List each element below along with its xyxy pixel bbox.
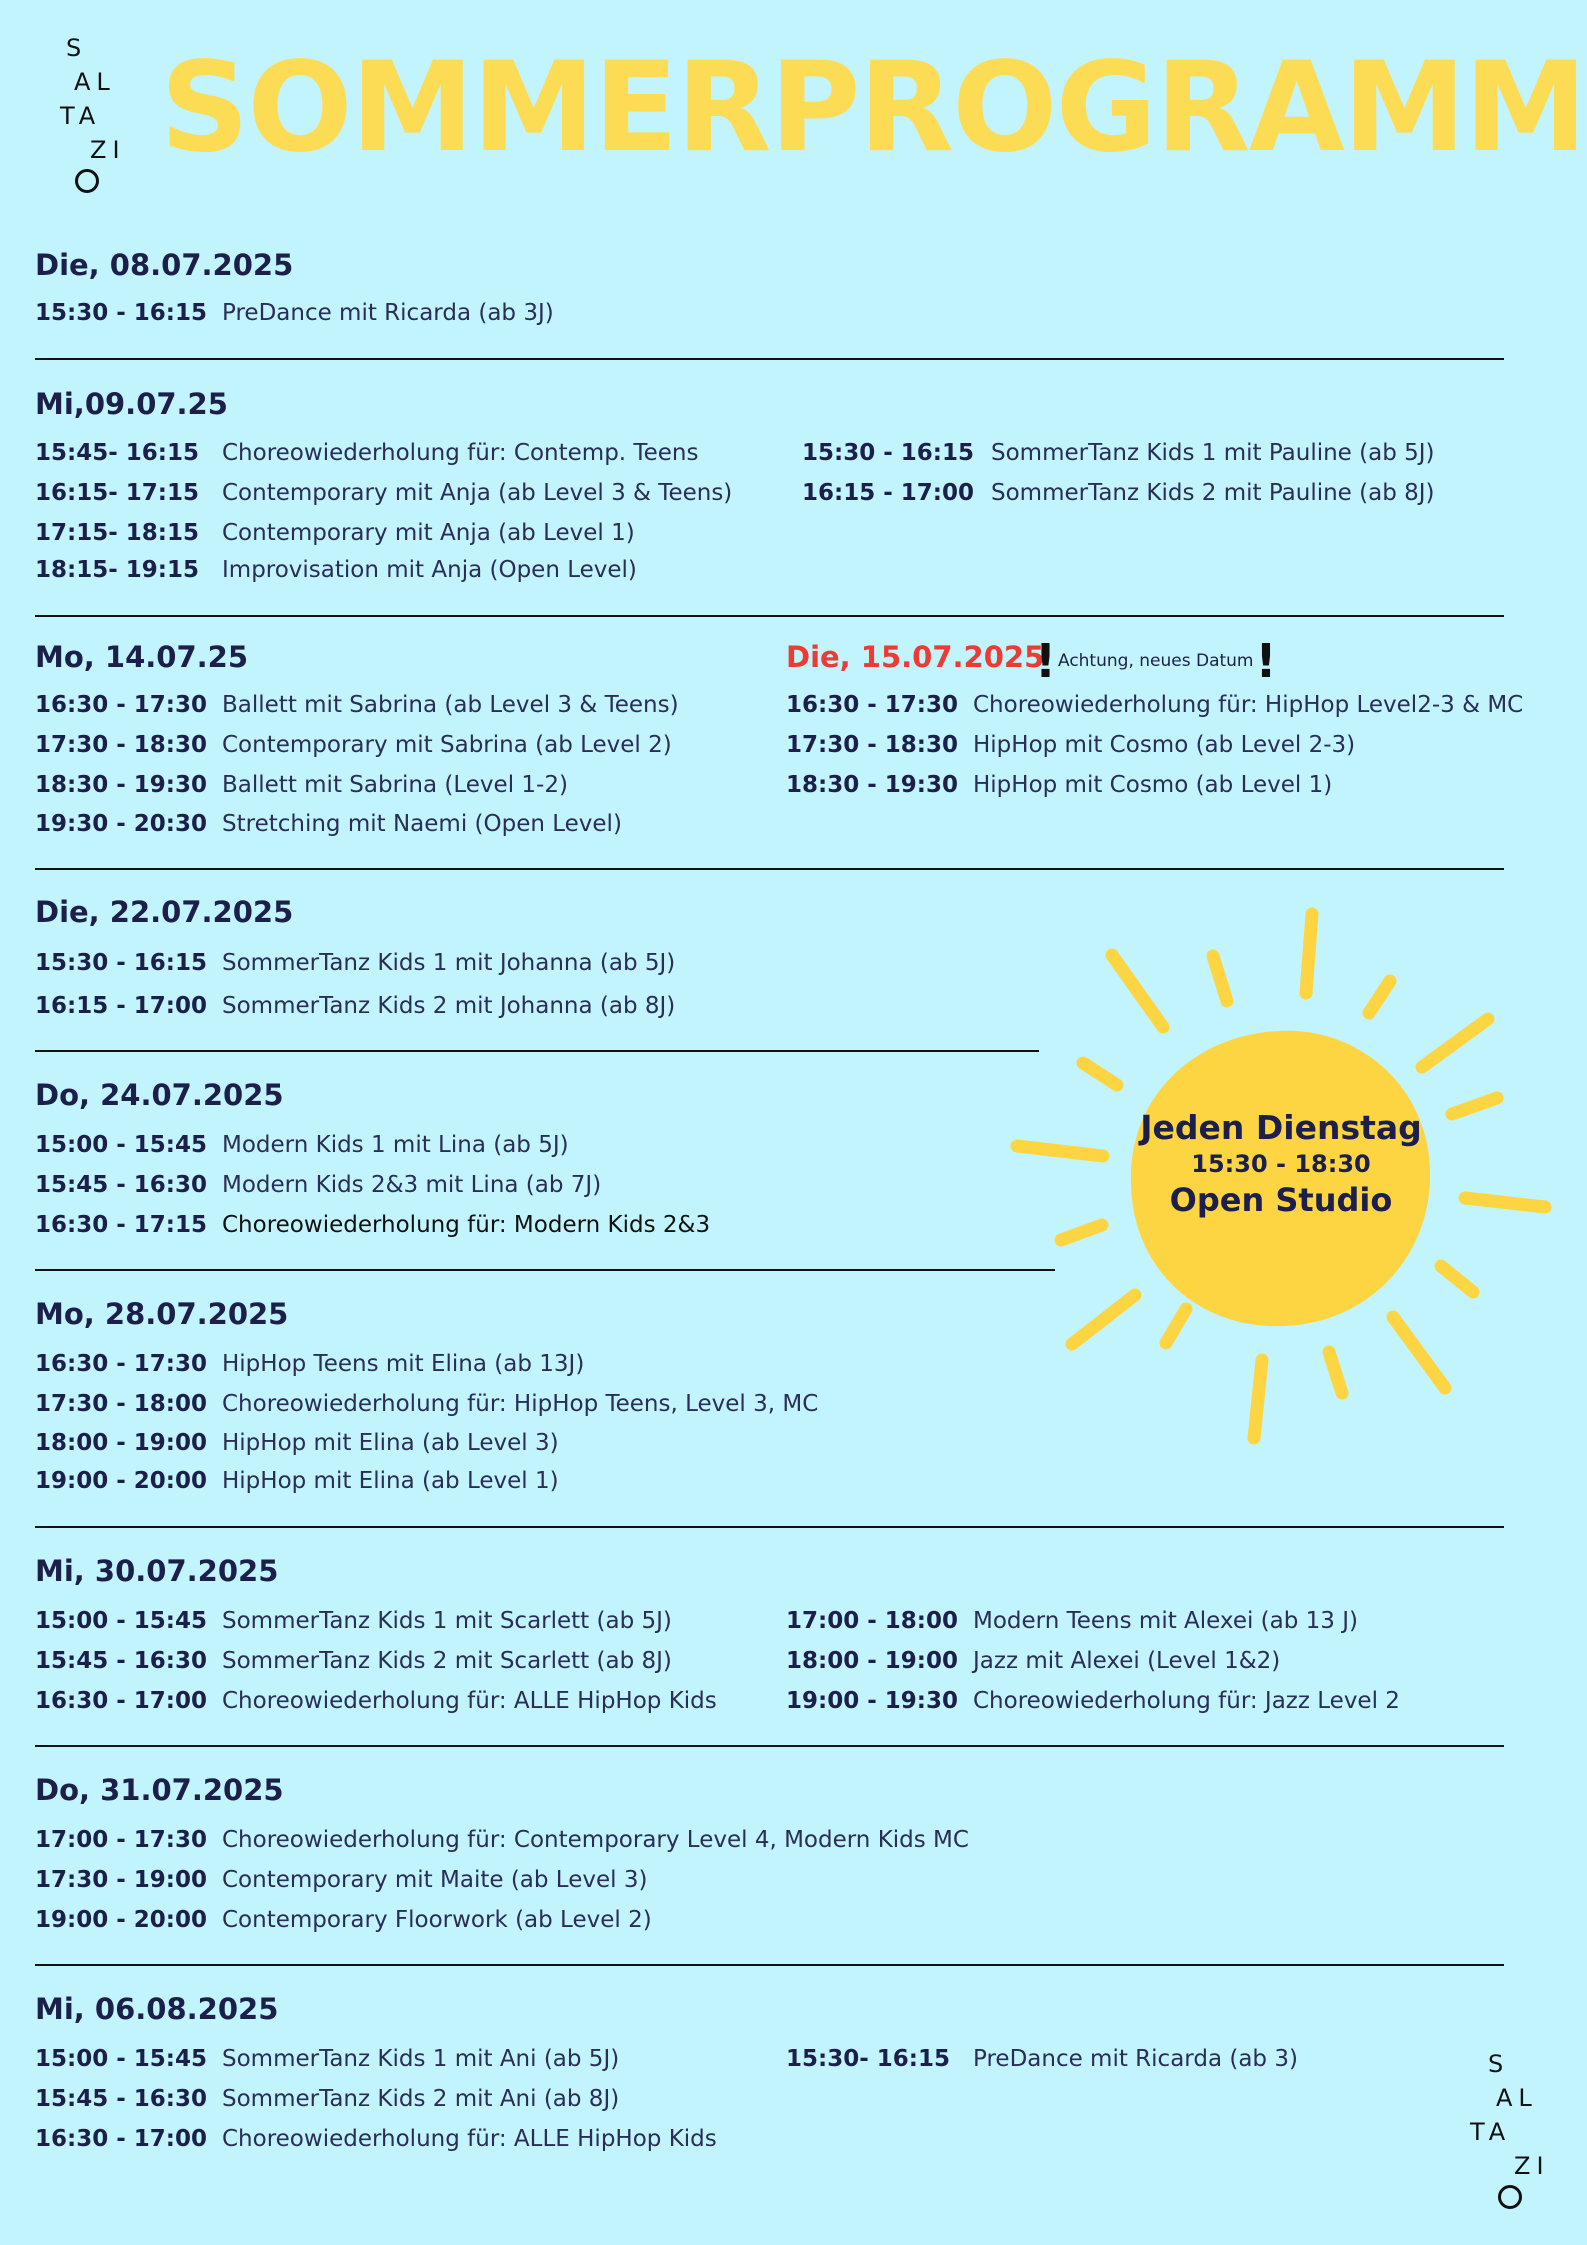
saltazio-logo-bottom xyxy=(1470,2050,1550,2202)
divider xyxy=(35,615,1504,617)
notice-text: Achtung, neues Datum xyxy=(1057,651,1254,671)
divider xyxy=(35,1269,1055,1271)
sun-ray xyxy=(1072,1295,1135,1344)
sun-ray xyxy=(1017,1146,1103,1156)
time-label: 16:15 - 17:00 xyxy=(802,480,974,506)
time-label: 17:15- 18:15 xyxy=(35,520,199,546)
class-description: SommerTanz Kids 1 mit Ani (ab 5J) xyxy=(222,2046,620,2072)
time-label: 17:30 - 18:00 xyxy=(35,1391,207,1417)
logo-line-4: ZI xyxy=(90,136,126,164)
logo-line-2: AL xyxy=(1496,2084,1538,2112)
time-label: 16:30 - 17:00 xyxy=(35,2126,207,2152)
divider xyxy=(35,1964,1504,1966)
time-label: 15:00 - 15:45 xyxy=(35,2046,207,2072)
logo-line-1: S xyxy=(66,34,88,62)
sun-ray xyxy=(1369,981,1390,1013)
sun-ray xyxy=(1254,1360,1262,1438)
class-description: HipHop Teens mit Elina (ab 13J) xyxy=(222,1351,585,1377)
exclamation-icon: ! xyxy=(1255,634,1277,688)
time-label: 15:30 - 16:15 xyxy=(35,950,207,976)
class-description: Choreowiederholung für: ALLE HipHop Kids xyxy=(222,1688,717,1714)
time-label: 17:30 - 18:30 xyxy=(786,732,958,758)
day-heading: Do, 31.07.2025 xyxy=(35,1773,284,1807)
class-description: SommerTanz Kids 2 mit Scarlett (ab 8J) xyxy=(222,1648,672,1674)
divider xyxy=(35,1526,1504,1528)
time-label: 16:30 - 17:00 xyxy=(35,1688,207,1714)
time-label: 16:30 - 17:30 xyxy=(35,1351,207,1377)
time-label: 18:00 - 19:00 xyxy=(786,1648,958,1674)
sun-ray xyxy=(1422,1019,1488,1067)
divider xyxy=(35,1050,1039,1052)
logo-ring-icon xyxy=(1498,2185,1522,2209)
sun-ray xyxy=(1083,1063,1117,1085)
time-label: 15:30 - 16:15 xyxy=(35,300,207,326)
time-label: 17:00 - 17:30 xyxy=(35,1827,207,1853)
class-description: SommerTanz Kids 1 mit Pauline (ab 5J) xyxy=(991,440,1435,466)
exclamation-icon: ! xyxy=(1035,634,1056,688)
class-description: Choreowiederholung für: Jazz Level 2 xyxy=(973,1688,1400,1714)
date-change-notice xyxy=(1035,636,1276,686)
class-description: Modern Teens mit Alexei (ab 13 J) xyxy=(973,1608,1358,1634)
class-description: Improvisation mit Anja (Open Level) xyxy=(222,557,637,583)
time-label: 19:00 - 20:00 xyxy=(35,1468,207,1494)
class-description: HipHop mit Elina (ab Level 3) xyxy=(222,1430,559,1456)
class-description: Contemporary mit Anja (ab Level 1) xyxy=(222,520,635,546)
sun-ray xyxy=(1329,1352,1342,1393)
class-description: HipHop mit Elina (ab Level 1) xyxy=(222,1468,559,1494)
time-label: 15:45- 16:15 xyxy=(35,440,199,466)
time-label: 19:00 - 19:30 xyxy=(786,1688,958,1714)
logo-line-3: TA xyxy=(60,102,102,130)
class-description: Choreowiederholung für: Modern Kids 2&3 xyxy=(222,1212,711,1238)
class-description: Stretching mit Naemi (Open Level) xyxy=(222,811,622,837)
sun-ray xyxy=(1061,1225,1102,1240)
time-label: 19:00 - 20:00 xyxy=(35,1907,207,1933)
open-studio-day: Jeden Dienstag xyxy=(1140,1108,1422,1147)
sun-ray xyxy=(1393,1317,1445,1388)
time-label: 15:00 - 15:45 xyxy=(35,1608,207,1634)
sun-ray xyxy=(1166,1309,1186,1343)
sun-ray xyxy=(1441,1266,1473,1292)
class-description: SommerTanz Kids 2 mit Johanna (ab 8J) xyxy=(222,993,676,1019)
time-label: 16:30 - 17:30 xyxy=(35,692,207,718)
divider xyxy=(35,358,1504,360)
time-label: 17:30 - 19:00 xyxy=(35,1867,207,1893)
sun-ray xyxy=(1452,1098,1497,1114)
class-description: Ballett mit Sabrina (ab Level 3 & Teens) xyxy=(222,692,679,718)
day-heading: Mi, 06.08.2025 xyxy=(35,1992,279,2026)
class-description: Jazz mit Alexei (Level 1&2) xyxy=(973,1648,1281,1674)
class-description: SommerTanz Kids 2 mit Pauline (ab 8J) xyxy=(991,480,1435,506)
class-description: HipHop mit Cosmo (ab Level 1) xyxy=(973,772,1333,798)
time-label: 18:30 - 19:30 xyxy=(786,772,958,798)
class-description: PreDance mit Ricarda (ab 3J) xyxy=(222,300,554,326)
logo-ring-icon xyxy=(75,169,99,193)
sun-ray xyxy=(1112,955,1163,1027)
saltazio-logo-top xyxy=(60,36,130,186)
time-label: 15:45 - 16:30 xyxy=(35,2086,207,2112)
class-description: Choreowiederholung für: HipHop Teens, Level 3, MC xyxy=(222,1391,819,1417)
class-description: Choreowiederholung für: Contemp. Teens xyxy=(222,440,699,466)
time-label: 15:00 - 15:45 xyxy=(35,1132,207,1158)
page-title: SOMMERPROGRAMM xyxy=(160,36,1586,180)
open-studio-time: 15:30 - 18:30 xyxy=(1191,1149,1371,1178)
logo-line-4: ZI xyxy=(1514,2152,1550,2180)
class-description: Contemporary Floorwork (ab Level 2) xyxy=(222,1907,652,1933)
logo-line-2: AL xyxy=(74,68,116,96)
time-label: 15:30- 16:15 xyxy=(786,2046,950,2072)
time-label: 16:30 - 17:15 xyxy=(35,1212,207,1238)
time-label: 19:30 - 20:30 xyxy=(35,811,207,837)
class-description: Ballett mit Sabrina (Level 1-2) xyxy=(222,772,568,798)
time-label: 17:30 - 18:30 xyxy=(35,732,207,758)
day-heading: Die, 08.07.2025 xyxy=(35,248,294,282)
day-heading: Mi,09.07.25 xyxy=(35,387,228,421)
class-description: HipHop mit Cosmo (ab Level 2-3) xyxy=(973,732,1356,758)
class-description: Choreowiederholung für: ALLE HipHop Kids xyxy=(222,2126,717,2152)
divider xyxy=(35,868,1504,870)
day-heading: Do, 24.07.2025 xyxy=(35,1078,284,1112)
logo-line-3: TA xyxy=(1470,2118,1512,2146)
sun-ray xyxy=(1306,914,1312,993)
class-description: SommerTanz Kids 1 mit Johanna (ab 5J) xyxy=(222,950,676,976)
class-description: Contemporary mit Sabrina (ab Level 2) xyxy=(222,732,672,758)
time-label: 15:45 - 16:30 xyxy=(35,1172,207,1198)
class-description: Contemporary mit Maite (ab Level 3) xyxy=(222,1867,648,1893)
class-description: Contemporary mit Anja (ab Level 3 & Teens) xyxy=(222,480,733,506)
time-label: 17:00 - 18:00 xyxy=(786,1608,958,1634)
time-label: 16:15 - 17:00 xyxy=(35,993,207,1019)
day-heading: Mo, 28.07.2025 xyxy=(35,1297,289,1331)
day-heading-new-date: Die, 15.07.2025 xyxy=(786,640,1045,674)
open-studio-label: Open Studio xyxy=(1169,1181,1393,1220)
class-description: PreDance mit Ricarda (ab 3) xyxy=(973,2046,1298,2072)
class-description: SommerTanz Kids 1 mit Scarlett (ab 5J) xyxy=(222,1608,672,1634)
open-studio-callout xyxy=(1131,1108,1431,1220)
time-label: 16:30 - 17:30 xyxy=(786,692,958,718)
time-label: 15:30 - 16:15 xyxy=(802,440,974,466)
day-heading: Mo, 14.07.25 xyxy=(35,640,248,674)
time-label: 18:15- 19:15 xyxy=(35,557,199,583)
time-label: 18:00 - 19:00 xyxy=(35,1430,207,1456)
time-label: 16:15- 17:15 xyxy=(35,480,199,506)
sun-ray xyxy=(1465,1198,1545,1207)
class-description: Modern Kids 2&3 mit Lina (ab 7J) xyxy=(222,1172,602,1198)
class-description: Choreowiederholung für: Contemporary Level 4, Modern Kids MC xyxy=(222,1827,969,1853)
time-label: 15:45 - 16:30 xyxy=(35,1648,207,1674)
class-description: Choreowiederholung für: HipHop Level2-3 & MC xyxy=(973,692,1524,718)
class-description: SommerTanz Kids 2 mit Ani (ab 8J) xyxy=(222,2086,620,2112)
class-description: Modern Kids 1 mit Lina (ab 5J) xyxy=(222,1132,569,1158)
day-heading: Die, 22.07.2025 xyxy=(35,895,294,929)
logo-line-1: S xyxy=(1488,2050,1510,2078)
time-label: 18:30 - 19:30 xyxy=(35,772,207,798)
divider xyxy=(35,1745,1504,1747)
day-heading: Mi, 30.07.2025 xyxy=(35,1554,279,1588)
sun-ray xyxy=(1213,956,1227,1001)
